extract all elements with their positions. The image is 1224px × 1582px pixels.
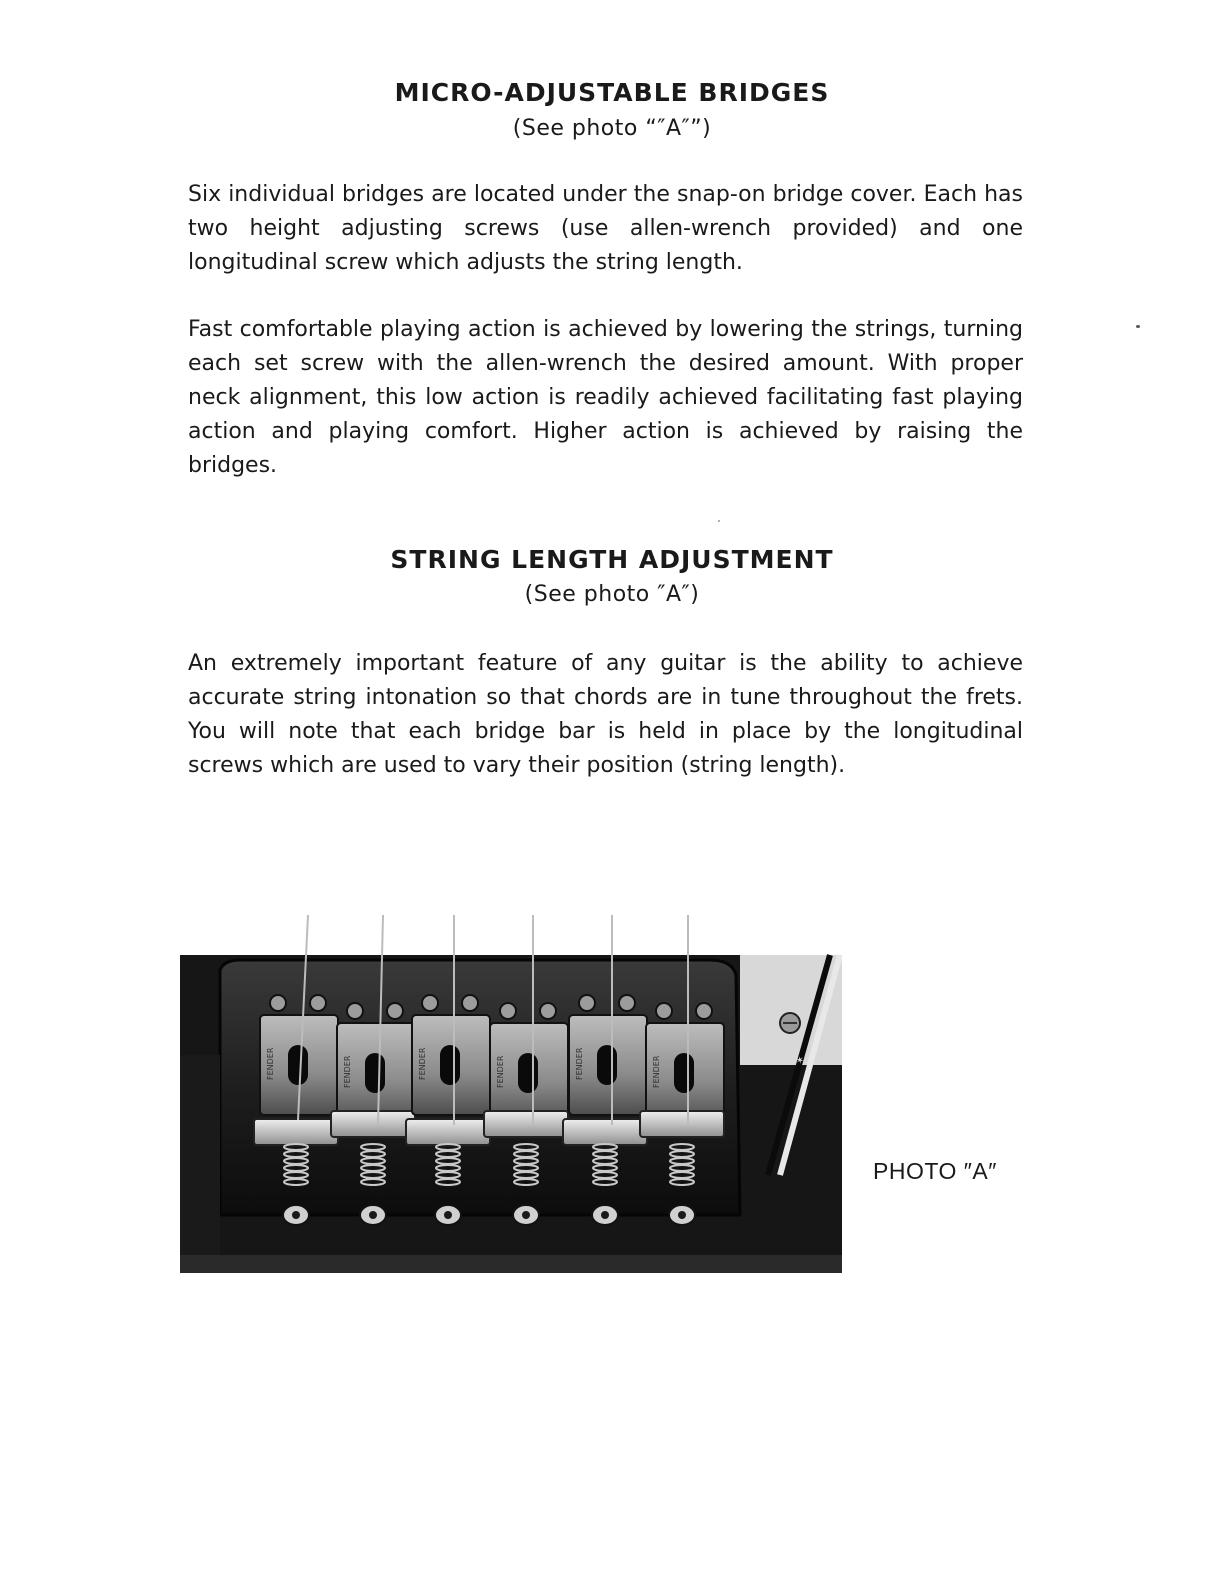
photo-caption: PHOTO ″A″ — [873, 1158, 997, 1184]
saddle-stamp-label: FENDER — [418, 1047, 427, 1080]
saddle-stamp-label: FENDER — [266, 1047, 275, 1080]
saddle-stamp-label: FENDER — [652, 1055, 661, 1088]
paragraph-playing-action: Fast comfortable playing action is achieved by lowering the strings, turning each set screw with the allen-wrench the desired amount. With proper neck alignment, this low action is readily achieved facilitating fast playing action and playing comfort. Higher action is achieved by raising the bridges. — [188, 317, 1023, 478]
section-subheading-see-photo-2: (See photo ″A″) — [524, 582, 700, 607]
bridge-photo — [180, 915, 842, 1273]
scan-speck — [718, 520, 720, 522]
section-subheading-see-photo: (See photo “″A″”) — [512, 116, 712, 141]
svg-text:✶: ✶ — [794, 1054, 808, 1066]
paragraph-string-intonation: An extremely important feature of any guitar is the ability to achieve accurate string intonation so that chords are in tune throughout the frets. You will note that each bridge bar is held in place by the longitudinal screws which are used to vary their position (string length). — [188, 651, 1023, 778]
saddle-stamp-label: FENDER — [343, 1055, 352, 1088]
section-heading-micro-adjustable-bridges: MICRO-ADJUSTABLE BRIDGES — [394, 78, 830, 107]
scan-speck — [1136, 325, 1140, 328]
paragraph-bridges-description: Six individual bridges are located under the snap-on bridge cover. Each has two height adjusting screws (use allen-wrench provided) and one longitudinal screw which adjusts the string length. — [188, 182, 1023, 275]
saddle-stamp-label: FENDER — [575, 1047, 584, 1080]
section-heading-string-length-adjustment: STRING LENGTH ADJUSTMENT — [390, 545, 834, 574]
saddle-stamp-label: FENDER — [496, 1055, 505, 1088]
